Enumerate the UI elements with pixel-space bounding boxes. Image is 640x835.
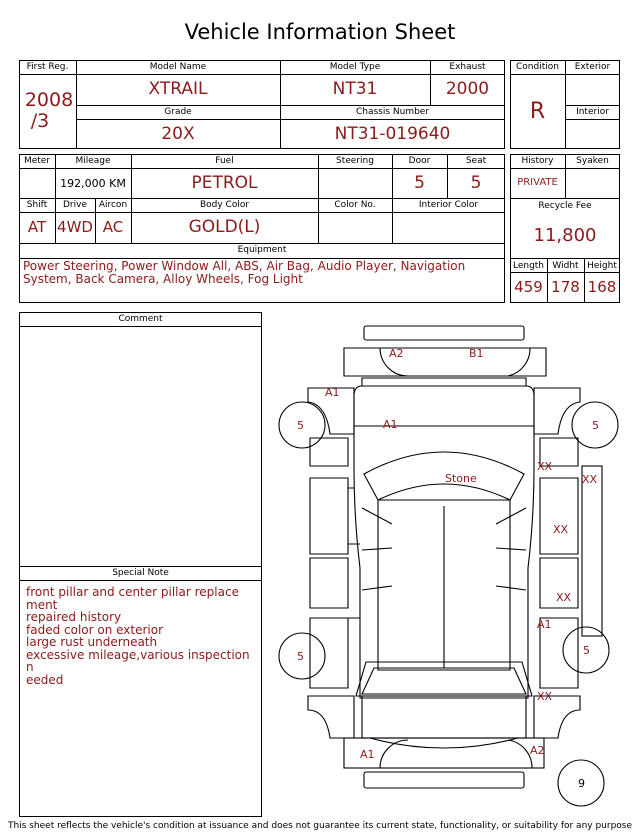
page-title: Vehicle Information Sheet — [184, 20, 456, 44]
exhaust-value: 2000 — [445, 79, 490, 99]
body-color-value: GOLD(L) — [188, 217, 261, 237]
mark-tire-front-left: 5 — [297, 419, 304, 432]
mark-xx-right-strip: XX — [582, 473, 598, 486]
history-label: History — [521, 156, 554, 166]
mark-a1-right-side: A1 — [537, 618, 552, 631]
mark-xx-right-front: XX — [537, 460, 553, 473]
width-value: 178 — [551, 278, 580, 296]
disclaimer-footer: This sheet reflects the vehicle's condition at issuance and does not guarantee its current state, functionality, or suitability for any purpose — [7, 821, 633, 831]
body-color-label: Body Color — [199, 200, 250, 210]
aircon-value: AC — [102, 218, 124, 236]
length-label: Length — [512, 261, 545, 271]
grade-label: Grade — [164, 107, 192, 117]
model-type-value: NT31 — [332, 79, 378, 99]
seat-label: Seat — [465, 156, 487, 166]
mark-xx-right-door: XX — [553, 523, 569, 536]
recycle-fee-label: Recycle Fee — [538, 201, 592, 211]
exterior-label: Exterior — [574, 62, 611, 72]
exhaust-label: Exhaust — [449, 62, 486, 72]
mark-spare-tire: 9 — [578, 777, 585, 790]
first-reg-month: /3 — [30, 110, 50, 132]
width-label: Widht — [552, 261, 579, 271]
fuel-label: Fuel — [215, 156, 234, 166]
height-label: Height — [587, 261, 617, 271]
fuel-value: PETROL — [191, 173, 258, 193]
note-line: ment — [26, 597, 58, 612]
syaken-label: Syaken — [576, 156, 609, 166]
model-name-value: XTRAIL — [148, 79, 208, 99]
mark-tire-rear-right: 5 — [583, 644, 590, 657]
condition-value: R — [529, 99, 546, 124]
drive-value: 4WD — [57, 218, 93, 236]
history-value: PRIVATE — [517, 177, 558, 188]
mileage-label: Mileage — [75, 156, 111, 166]
first-reg-year: 2008 — [24, 89, 74, 111]
length-value: 459 — [514, 278, 543, 296]
shift-value: AT — [27, 218, 47, 236]
chassis-number-value: NT31-019640 — [334, 124, 451, 144]
mark-tire-front-right: 5 — [592, 419, 599, 432]
interior-label: Interior — [576, 107, 609, 117]
mark-stone-windshield: Stone — [445, 472, 477, 485]
drive-label: Drive — [63, 200, 87, 210]
special-note-label: Special Note — [112, 568, 169, 578]
color-no-label: Color No. — [334, 200, 376, 210]
comment-box — [19, 312, 262, 817]
note-line: faded color on exterior — [26, 622, 164, 637]
mileage-value: 192,000 KM — [60, 177, 126, 190]
mark-a1-left-fender: A1 — [325, 386, 340, 399]
grade-value: 20X — [161, 124, 195, 144]
mark-xx-rear-fender: XX — [537, 690, 553, 703]
door-label: Door — [408, 156, 431, 166]
mark-xx-right-rear-door: XX — [556, 591, 572, 604]
note-line: front pillar and center pillar replace — [26, 585, 239, 599]
equipment-value: Power Steering, Power Window All, ABS, Air Bag, Audio Player, Navigation System, Back Camera, Alloy Wheels, Fog Light — [23, 259, 466, 286]
steering-label: Steering — [336, 156, 374, 166]
mark-tire-rear-left: 5 — [297, 650, 304, 663]
equipment-label: Equipment — [237, 245, 287, 255]
model-type-label: Model Type — [329, 62, 381, 72]
comment-label: Comment — [118, 314, 163, 324]
mark-a2-rear-bumper: A2 — [530, 744, 545, 757]
mark-b1-front-bumper: B1 — [469, 347, 484, 360]
model-name-label: Model Name — [149, 62, 207, 72]
mark-a1-hood: A1 — [383, 418, 398, 431]
note-line: eeded — [26, 672, 64, 687]
interior-color-label: Interior Color — [418, 200, 479, 210]
seat-value: 5 — [470, 173, 482, 193]
aircon-label: Aircon — [98, 200, 128, 210]
chassis-number-label: Chassis Number — [355, 107, 430, 117]
note-line: repaired history — [26, 610, 122, 624]
first-reg-label: First Reg. — [26, 62, 69, 72]
height-value: 168 — [587, 278, 617, 296]
door-value: 5 — [414, 173, 425, 193]
recycle-fee-value: 11,800 — [533, 225, 597, 246]
meter-label: Meter — [23, 156, 51, 166]
mark-a2-front-bumper: A2 — [389, 347, 404, 360]
special-note-text — [26, 586, 256, 686]
mark-a1-rear-bumper: A1 — [360, 748, 375, 761]
condition-label: Condition — [516, 62, 559, 72]
note-line: excessive mileage,various inspection n — [26, 647, 250, 674]
note-line: large rust underneath — [26, 635, 158, 649]
shift-label: Shift — [26, 200, 48, 210]
